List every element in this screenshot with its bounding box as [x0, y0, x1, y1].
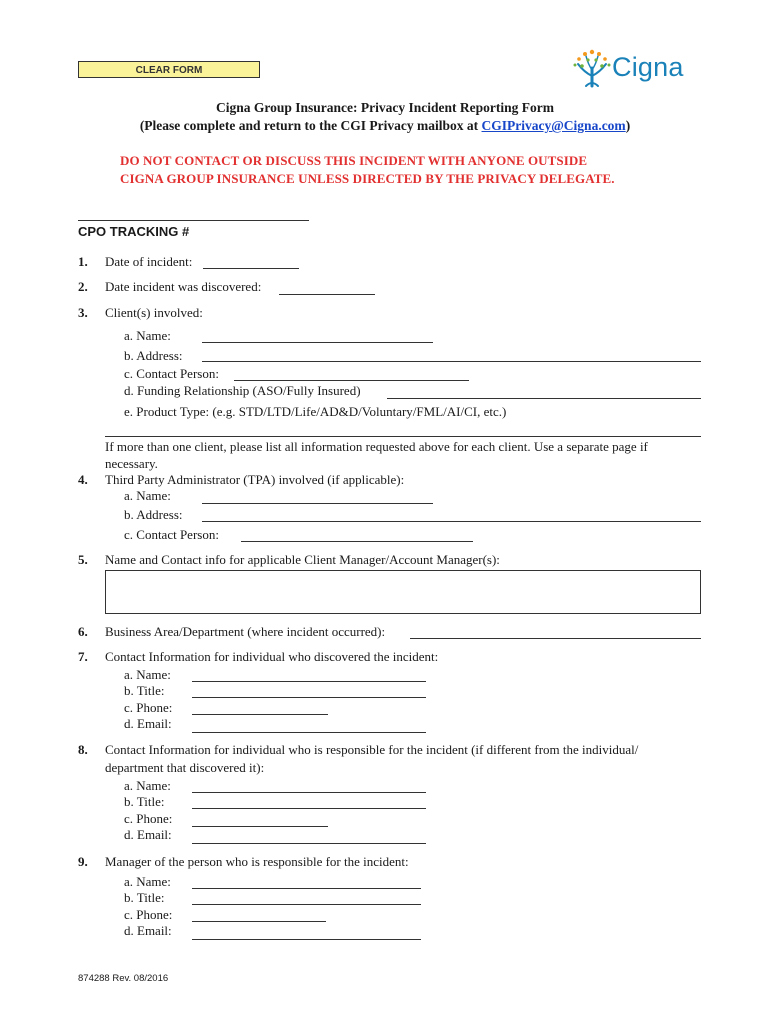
product-type-field[interactable] — [105, 436, 701, 437]
q9-title-label: b. Title: — [124, 890, 165, 905]
cpo-tracking-field[interactable] — [78, 220, 309, 221]
q8-title-label: b. Title: — [124, 794, 165, 809]
client-address-field[interactable] — [202, 361, 701, 362]
q8-email-label: d. Email: — [124, 827, 172, 842]
q9-number: 9. — [78, 854, 88, 869]
discoverer-phone-field[interactable] — [192, 714, 328, 715]
subtitle-text: (Please complete and return to the CGI Privacy mailbox at — [139, 118, 479, 133]
tpa-address-field[interactable] — [202, 521, 701, 522]
q2-number: 2. — [78, 279, 88, 294]
q7-number: 7. — [78, 649, 88, 664]
q7-title-label: b. Title: — [124, 683, 165, 698]
discoverer-email-field[interactable] — [192, 732, 426, 733]
q4-address-label: b. Address: — [124, 507, 183, 522]
manager-name-field[interactable] — [192, 888, 421, 889]
q5-label: Name and Contact info for applicable Client Manager/Account Manager(s): — [105, 552, 500, 567]
form-subtitle — [0, 118, 770, 134]
discoverer-title-field[interactable] — [192, 697, 426, 698]
q9-email-label: d. Email: — [124, 923, 172, 938]
q7-email-label: d. Email: — [124, 716, 172, 731]
q6-number: 6. — [78, 624, 88, 639]
client-name-field[interactable] — [202, 342, 433, 343]
q3-address-label: b. Address: — [124, 348, 183, 363]
responsible-title-field[interactable] — [192, 808, 426, 809]
date-of-incident-field[interactable] — [203, 268, 299, 269]
q1-number: 1. — [78, 254, 88, 269]
q5-number: 5. — [78, 552, 88, 567]
q8-label: Contact Information for individual who is responsible for the incident (if different from the individual/ — [105, 742, 639, 757]
q3-product-label: e. Product Type: (e.g. STD/LTD/Life/AD&D/Voluntary/FML/AI/CI, etc.) — [124, 404, 507, 419]
discoverer-name-field[interactable] — [192, 681, 426, 682]
manager-title-field[interactable] — [192, 904, 421, 905]
responsible-phone-field[interactable] — [192, 826, 328, 827]
q3-contact-label: c. Contact Person: — [124, 366, 219, 381]
q8-number: 8. — [78, 742, 88, 757]
manager-email-field[interactable] — [192, 939, 421, 940]
responsible-email-field[interactable] — [192, 843, 426, 844]
q2-label: Date incident was discovered: — [105, 279, 262, 294]
tpa-contact-field[interactable] — [241, 541, 473, 542]
warning-line-2: CIGNA GROUP INSURANCE UNLESS DIRECTED BY THE PRIVACY DELEGATE. — [120, 171, 615, 186]
q8-label-2: department that discovered it): — [105, 760, 265, 775]
q3-funding-label: d. Funding Relationship (ASO/Fully Insured) — [124, 383, 361, 398]
q7-label: Contact Information for individual who discovered the incident: — [105, 649, 439, 664]
responsible-name-field[interactable] — [192, 792, 426, 793]
warning-line-1: DO NOT CONTACT OR DISCUSS THIS INCIDENT WITH ANYONE OUTSIDE — [120, 153, 588, 168]
q9-label: Manager of the person who is responsible for the incident: — [105, 854, 409, 869]
cpo-tracking-label: CPO TRACKING # — [78, 224, 190, 239]
subtitle-suffix: ) — [625, 118, 631, 133]
q3-label: Client(s) involved: — [105, 305, 203, 320]
tpa-name-field[interactable] — [202, 503, 433, 504]
form-revision-footer: 874288 Rev. 08/2016 — [78, 973, 169, 984]
q4-number: 4. — [78, 472, 88, 487]
q1-label: Date of incident: — [105, 254, 193, 269]
date-discovered-field[interactable] — [279, 294, 375, 295]
q8-name-label: a. Name: — [124, 778, 171, 793]
business-area-field[interactable] — [410, 638, 701, 639]
q3-name-label: a. Name: — [124, 328, 171, 343]
q4-name-label: a. Name: — [124, 488, 171, 503]
client-contact-field[interactable] — [234, 380, 469, 381]
privacy-email-link[interactable]: CGIPrivacy@Cigna.com — [481, 118, 626, 133]
q4-label: Third Party Administrator (TPA) involved (if applicable): — [105, 472, 405, 487]
cigna-logo-text: Cigna — [612, 52, 684, 82]
multi-client-note: If more than one client, please list all information requested above for each client. Use a separate page if — [105, 439, 648, 454]
q9-name-label: a. Name: — [124, 874, 171, 889]
q4-contact-label: c. Contact Person: — [124, 527, 219, 542]
clear-form-button[interactable]: CLEAR FORM — [78, 61, 260, 78]
q3-number: 3. — [78, 305, 88, 320]
multi-client-note-2: necessary. — [105, 456, 158, 471]
q7-phone-label: c. Phone: — [124, 700, 173, 715]
account-manager-textbox[interactable] — [105, 570, 701, 614]
funding-relationship-field[interactable] — [387, 398, 701, 399]
manager-phone-field[interactable] — [192, 921, 326, 922]
q9-phone-label: c. Phone: — [124, 907, 173, 922]
q6-label: Business Area/Department (where incident occurred): — [105, 624, 386, 639]
q8-phone-label: c. Phone: — [124, 811, 173, 826]
form-title: Cigna Group Insurance: Privacy Incident Reporting Form — [216, 100, 554, 115]
q7-name-label: a. Name: — [124, 667, 171, 682]
